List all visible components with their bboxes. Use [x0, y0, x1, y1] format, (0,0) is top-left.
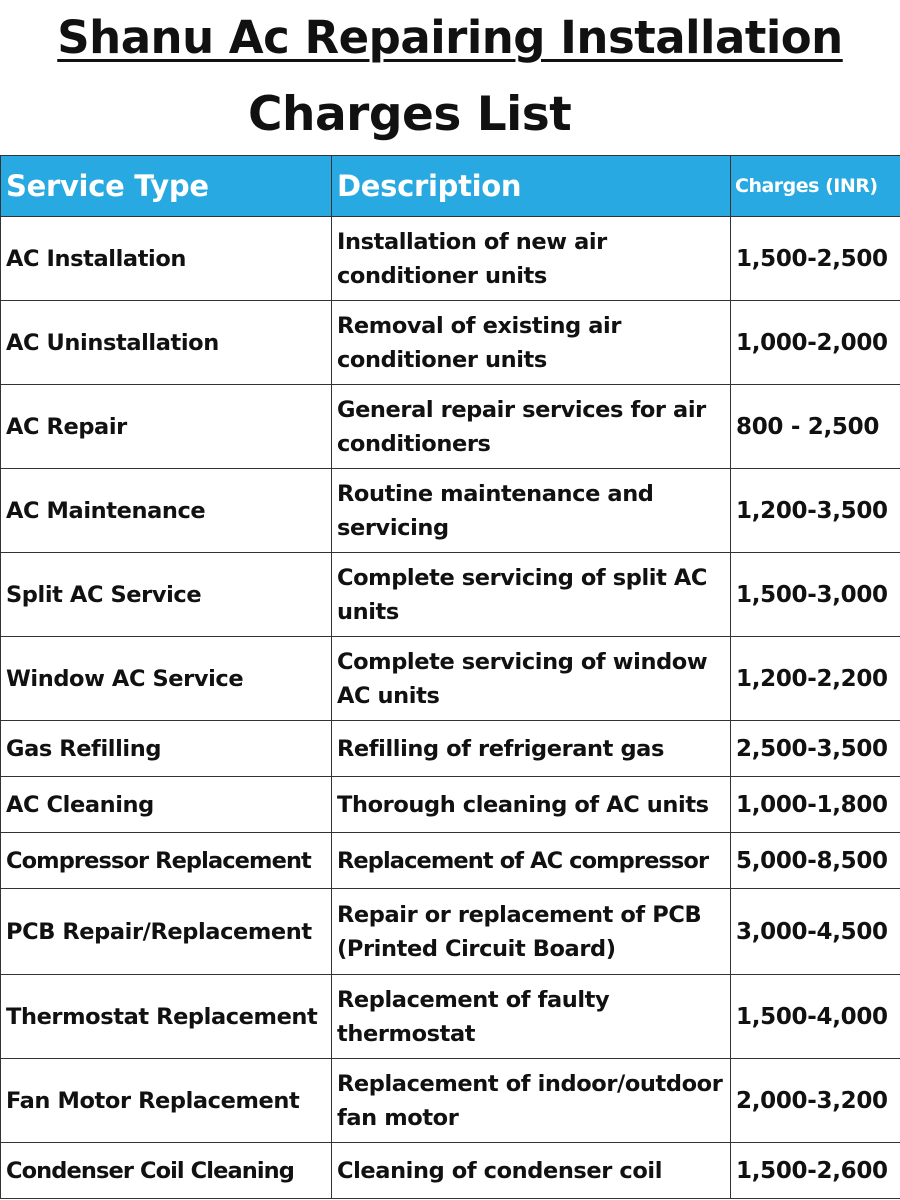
- description-header: Description: [332, 156, 731, 217]
- description-cell: Routine maintenance and servicing: [332, 469, 731, 553]
- description-cell: Installation of new air conditioner units: [332, 217, 731, 301]
- description-cell: Removal of existing air conditioner units: [332, 301, 731, 385]
- service-cell: Gas Refilling: [1, 721, 332, 777]
- description-cell: Thorough cleaning of AC units: [332, 777, 731, 833]
- service-type-header: Service Type: [1, 156, 332, 217]
- table-row: [1, 975, 900, 1059]
- service-cell: Compressor Replacement: [1, 833, 332, 889]
- charges-cell: 1,200-2,200: [731, 637, 900, 721]
- service-cell: AC Maintenance: [1, 469, 332, 553]
- service-cell: Window AC Service: [1, 637, 332, 721]
- service-cell: Split AC Service: [1, 553, 332, 637]
- description-cell: Repair or replacement of PCB (Printed Circuit Board): [332, 889, 731, 975]
- description-cell: Cleaning of condenser coil: [332, 1143, 731, 1199]
- table-row: [1, 1059, 900, 1143]
- service-cell: AC Repair: [1, 385, 332, 469]
- table-row: [1, 301, 900, 385]
- service-cell: PCB Repair/Replacement: [1, 889, 332, 975]
- description-cell: Complete servicing of window AC units: [332, 637, 731, 721]
- service-cell: AC Cleaning: [1, 777, 332, 833]
- table-row: [1, 777, 900, 833]
- charges-cell: 1,500-3,000: [731, 553, 900, 637]
- table-row: [1, 553, 900, 637]
- service-cell: AC Uninstallation: [1, 301, 332, 385]
- description-cell: Replacement of AC compressor: [332, 833, 731, 889]
- table-row: [1, 721, 900, 777]
- charges-cell: 2,500-3,500: [731, 721, 900, 777]
- table-row: [1, 889, 900, 975]
- charges-cell: 2,000-3,200: [731, 1059, 900, 1143]
- table-row: [1, 637, 900, 721]
- charges-cell: 1,200-3,500: [731, 469, 900, 553]
- charges-header: Charges (INR): [731, 156, 900, 217]
- table-row: [1, 217, 900, 301]
- description-cell: Refilling of refrigerant gas: [332, 721, 731, 777]
- charges-cell: 3,000-4,500: [731, 889, 900, 975]
- charges-cell: 1,500-2,600: [731, 1143, 900, 1199]
- charges-cell: 1,500-4,000: [731, 975, 900, 1059]
- description-cell: Complete servicing of split AC units: [332, 553, 731, 637]
- title-line-2: Charges List: [248, 87, 572, 142]
- table-row: [1, 833, 900, 889]
- title-line-1: Shanu Ac Repairing Installation: [57, 11, 843, 64]
- table-header-row: [1, 156, 900, 217]
- description-cell: General repair services for air conditioners: [332, 385, 731, 469]
- charges-cell: 5,000-8,500: [731, 833, 900, 889]
- table-row: [1, 385, 900, 469]
- service-cell: AC Installation: [1, 217, 332, 301]
- charges-cell: 800 - 2,500: [731, 385, 900, 469]
- charges-cell: 1,500-2,500: [731, 217, 900, 301]
- description-cell: Replacement of faulty thermostat: [332, 975, 731, 1059]
- service-cell: Fan Motor Replacement: [1, 1059, 332, 1143]
- service-cell: Thermostat Replacement: [1, 975, 332, 1059]
- charges-cell: 1,000-1,800: [731, 777, 900, 833]
- page-title: [0, 0, 900, 156]
- charges-table: [0, 155, 900, 1199]
- charges-cell: 1,000-2,000: [731, 301, 900, 385]
- service-cell: Condenser Coil Cleaning: [1, 1143, 332, 1199]
- table-row: [1, 1143, 900, 1199]
- table-row: [1, 469, 900, 553]
- description-cell: Replacement of indoor/outdoor fan motor: [332, 1059, 731, 1143]
